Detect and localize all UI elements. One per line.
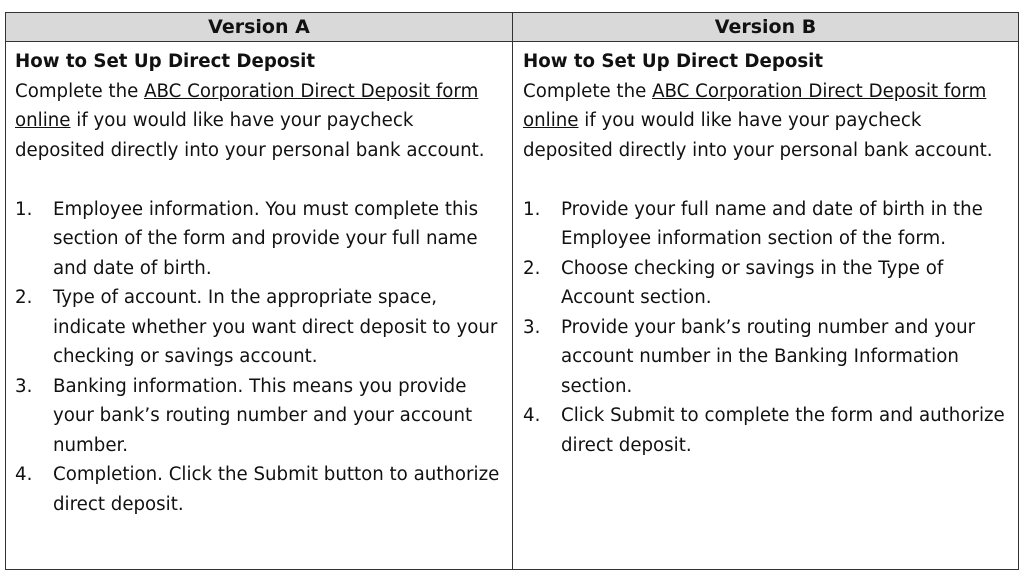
- version-b-form-link[interactable]: ABC Corporation Direct Deposit form online: [523, 80, 987, 131]
- step-text: Banking information. This means you provide your bank’s routing number and your account number.: [53, 375, 473, 456]
- step-number: 3.: [15, 375, 33, 397]
- step-number: 3.: [523, 316, 541, 338]
- step-number: 2.: [523, 257, 541, 279]
- version-b-intro-after: if you would like have your paycheck deposited directly into your personal bank account.: [523, 110, 993, 161]
- version-b-step: [523, 195, 1010, 254]
- step-text: Provide your bank’s routing number and your account number in the Banking Information section.: [561, 316, 976, 397]
- version-b-intro-before: Complete the: [523, 80, 653, 102]
- step-number: 2.: [15, 287, 33, 308]
- step-number: 1.: [523, 198, 541, 220]
- step-text: Employee information. You must complete this section of the form and provide your full name and date of birth.: [53, 198, 479, 279]
- version-a-title: How to Set Up Direct Deposit: [15, 51, 316, 72]
- step-text: Click Submit to complete the form and authorize direct deposit.: [561, 405, 1005, 456]
- step-text: Provide your full name and date of birth in the Employee information section of the form.: [561, 198, 983, 249]
- step-number: 4.: [523, 405, 541, 426]
- version-a-header: Version A: [6, 13, 513, 42]
- version-b-intro: [523, 77, 1010, 166]
- step-number: 1.: [15, 198, 33, 220]
- version-b-header: Version B: [513, 13, 1018, 42]
- step-number: 4.: [15, 464, 33, 485]
- version-a-step: [15, 195, 504, 284]
- step-text: Type of account. In the appropriate space, indicate whether you want direct deposit to your checking or savings account.: [53, 287, 498, 367]
- version-b-title: How to Set Up Direct Deposit: [523, 51, 824, 72]
- version-b-step: [523, 313, 1010, 402]
- comparison-table: [5, 12, 1019, 570]
- version-a-intro: [15, 77, 504, 166]
- version-b-step: [523, 401, 1010, 460]
- version-a-step: [15, 372, 504, 461]
- version-b-step: [523, 254, 1010, 313]
- version-a-form-link[interactable]: ABC Corporation Direct Deposit form online: [15, 80, 479, 131]
- version-a-step: [15, 460, 504, 519]
- version-a-step: [15, 283, 504, 372]
- version-a-steps: [15, 195, 504, 520]
- version-b-steps: [523, 195, 1010, 461]
- step-text: Completion. Click the Submit button to authorize direct deposit.: [53, 464, 500, 515]
- version-a-intro-after: if you would like have your paycheck deposited directly into your personal bank account.: [15, 110, 485, 161]
- step-text: Choose checking or savings in the Type of Account section.: [561, 257, 944, 308]
- version-a-intro-before: Complete the: [15, 80, 145, 102]
- version-a-content: [6, 42, 513, 569]
- version-b-content: [513, 42, 1018, 569]
